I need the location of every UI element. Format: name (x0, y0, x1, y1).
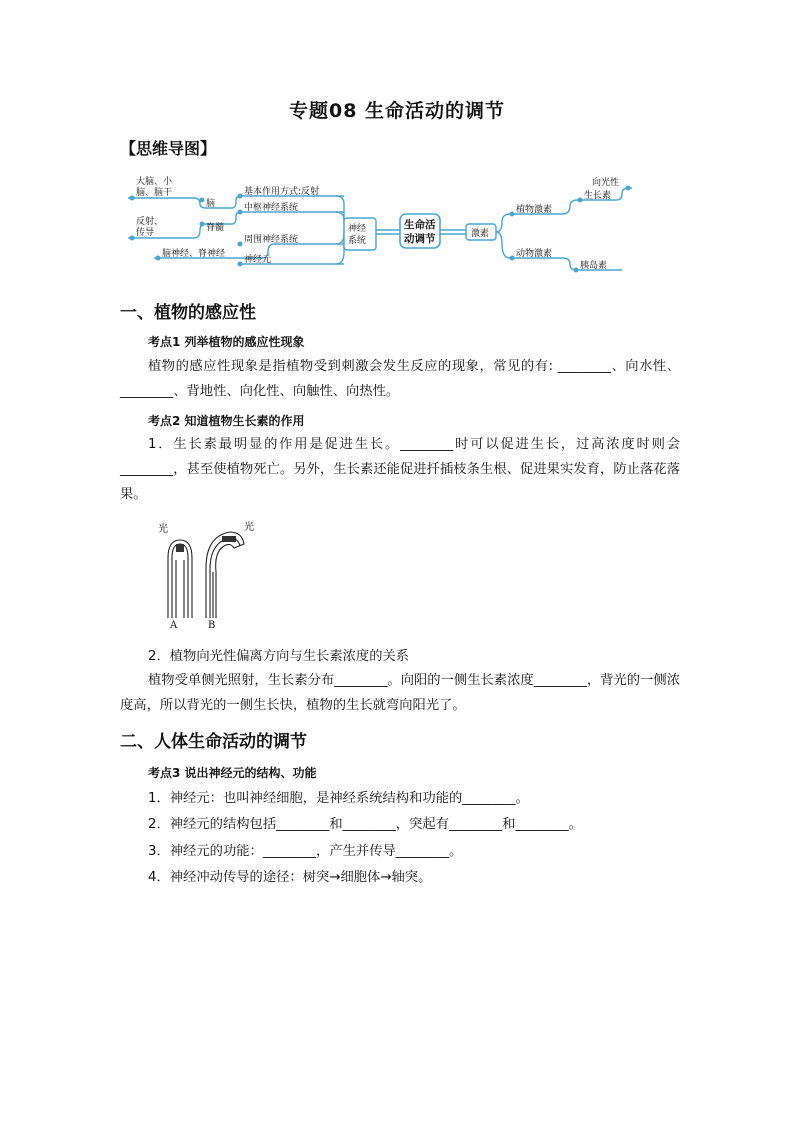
exam-point-1: 考点1 列举植物的感应性现象 (148, 335, 305, 349)
section-heading-1: 一、植物的感应性 (120, 303, 256, 323)
mind-map (122, 172, 632, 287)
mm-hormone: 激素 (471, 229, 490, 239)
list-item: 2．神经元的结构包括________和________，突起有________和________。 (148, 817, 582, 832)
list-item: 1．神经元：也叫神经细胞，是神经系统结构和功能的________。 (148, 791, 529, 806)
mm-nerve-1: 神经 (348, 224, 367, 234)
plant-figure (150, 518, 270, 628)
mm-animal-hormone: 动物激素 (516, 249, 553, 259)
mindmap-heading: 【思维导图】 (120, 139, 217, 158)
mm-plant-hormone: 植物激素 (516, 205, 553, 215)
paragraph-1: 植物的感应性现象是指植物受到刺激会发生反应的现象，常见的有: ________、向水性、________、背地性、向化性、向触性、向热性。 (120, 359, 680, 399)
mm-auxin: 生长素 (584, 191, 612, 201)
fig-label-b: B (208, 620, 216, 628)
mm-center-1: 生命活 (404, 219, 436, 231)
fig-light-b: 光 (244, 522, 254, 533)
mm-neuron: 神经元 (244, 255, 272, 265)
mm-reflex-conduct-1: 反射、 (136, 217, 164, 227)
mm-brain-parts-2: 脑、脑干 (136, 188, 173, 198)
mm-nerve-2: 系统 (348, 236, 367, 246)
mm-brain: 脑 (206, 199, 216, 209)
mm-reflex: 基本作用方式:反射 (244, 187, 320, 197)
mm-spinal: 脊髓 (206, 223, 225, 233)
mm-reflex-conduct-2: 传导 (136, 228, 155, 238)
mm-insulin: 胰岛素 (580, 261, 608, 271)
paragraph-3: 植物受单侧光照射，生长素分布________。向阳的一侧生长素浓度________，背光的一侧浓度高，所以背光的一侧生长快，植物的生长就弯向阳光了。 (120, 673, 680, 713)
mm-nerves: 脑神经、脊神经 (162, 249, 226, 259)
paragraph-2: 1．生长素最明显的作用是促进生长。________时可以促进生长，过高浓度时则会________，甚至使植物死亡。另外，生长素还能促进扦插枝条生根、促进果实发育，防止落花落果。 (120, 437, 680, 502)
mm-center-2: 动调节 (404, 233, 436, 245)
paragraph-3-title: 2．植物向光性偏离方向与生长素浓度的关系 (148, 649, 410, 664)
list-item: 4．神经冲动传导的途径：树突→细胞体→轴突。 (148, 870, 432, 885)
mm-brain-parts-1: 大脑、小 (136, 177, 173, 187)
mm-peripheral: 周围神经系统 (244, 235, 299, 245)
mm-phototropism: 向光性 (592, 178, 620, 188)
fig-label-a: A (170, 620, 178, 628)
mm-central: 中枢神经系统 (244, 203, 299, 213)
fig-light-a: 光 (158, 524, 168, 535)
exam-point-3: 考点3 说出神经元的结构、功能 (148, 766, 317, 780)
section-heading-2: 二、人体生命活动的调节 (120, 732, 307, 752)
page-title: 专题08 生命活动的调节 (288, 100, 506, 122)
list-item: 3．神经元的功能：________，产生并传导________。 (148, 844, 463, 859)
exam-point-2: 考点2 知道植物生长素的作用 (148, 414, 305, 428)
